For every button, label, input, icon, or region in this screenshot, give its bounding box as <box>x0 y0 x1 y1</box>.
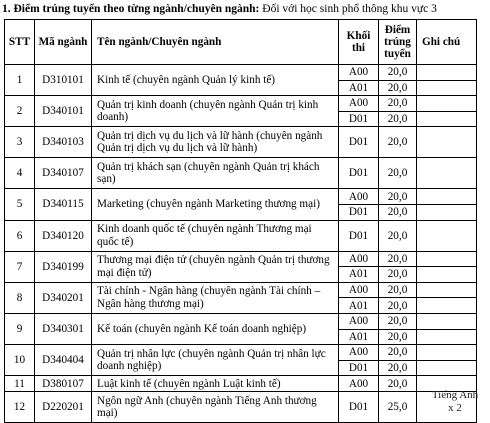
cell-block: A00 <box>339 96 379 112</box>
table-row <box>5 345 477 361</box>
cell-code: D340115 <box>35 189 92 220</box>
cell-block: A00 <box>339 251 379 267</box>
cell-block: D01 <box>339 127 379 158</box>
cell-name: Quản trị kinh doanh (chuyên ngành Quản trị kinh doanh) <box>92 96 339 127</box>
cell-block: A01 <box>339 267 379 283</box>
cell-block: A01 <box>339 80 379 96</box>
cell-stt: 10 <box>5 345 35 376</box>
cell-score: 20,0 <box>379 313 417 329</box>
table-row <box>5 282 477 298</box>
table-row <box>5 127 477 158</box>
header-score: Điểm trúng tuyển <box>379 20 417 65</box>
cell-score: 20,0 <box>379 65 417 81</box>
cell-score: 20,0 <box>379 220 417 251</box>
cell-note <box>417 127 477 158</box>
cell-name: Ngôn ngữ Anh (chuyên ngành Tiếng Anh thương mại) <box>92 392 339 423</box>
cell-block: A00 <box>339 376 379 392</box>
cell-block: A00 <box>339 189 379 205</box>
header-name: Tên ngành/Chuyên ngành <box>92 20 339 65</box>
cell-stt: 2 <box>5 96 35 127</box>
cell-note <box>417 158 477 189</box>
footnote-line1: Tiếng Anh <box>431 389 479 401</box>
cell-block: D01 <box>339 360 379 376</box>
cell-note <box>417 282 477 298</box>
cell-score: 20,0 <box>379 158 417 189</box>
footnote-line2: x 2 <box>448 402 462 414</box>
cell-name: Quản trị nhân lực (chuyên ngành Quản trị nhân lực doanh nghiệp) <box>92 345 339 376</box>
cell-score: 20,0 <box>379 80 417 96</box>
cell-block: D01 <box>339 220 379 251</box>
cell-score: 20,0 <box>379 360 417 376</box>
cell-name: Kế toán (chuyên ngành Kế toán doanh nghiệp) <box>92 313 339 344</box>
cell-score: 20,0 <box>379 251 417 267</box>
table-row <box>5 158 477 189</box>
section-heading <box>2 0 437 18</box>
cell-score: 20,0 <box>379 345 417 361</box>
cell-score: 20,0 <box>379 127 417 158</box>
cell-score: 20,0 <box>379 376 417 392</box>
cell-code: D340199 <box>35 251 92 282</box>
table-row <box>5 189 477 205</box>
cell-score: 20,0 <box>379 267 417 283</box>
cell-note <box>417 329 477 345</box>
cell-score: 20,0 <box>379 298 417 314</box>
table-row <box>5 65 477 81</box>
cell-note <box>417 65 477 81</box>
table-row <box>5 251 477 267</box>
cell-block: D01 <box>339 204 379 220</box>
cell-name: Marketing (chuyên ngành Marketing thương mại) <box>92 189 339 220</box>
cell-code: D340201 <box>35 282 92 313</box>
header-note: Ghi chú <box>417 20 477 65</box>
cell-score: 20,0 <box>379 204 417 220</box>
cell-stt: 11 <box>5 376 35 392</box>
cell-score: 20,0 <box>379 282 417 298</box>
score-footnote <box>420 389 490 415</box>
cell-block: A00 <box>339 345 379 361</box>
cell-code: D220201 <box>35 392 92 423</box>
cell-note <box>417 345 477 361</box>
table-row <box>5 376 477 392</box>
cell-block: A00 <box>339 313 379 329</box>
cell-code: D340107 <box>35 158 92 189</box>
cell-name: Tài chính - Ngân hàng (chuyên ngành Tài chính – Ngân hàng thương mại) <box>92 282 339 313</box>
header-code: Mã ngành <box>35 20 92 65</box>
section-heading-normal: Đối với học sinh phổ thông khu vực 3 <box>259 3 437 15</box>
table-row <box>5 220 477 251</box>
cell-note <box>417 313 477 329</box>
table-header <box>5 20 477 65</box>
cell-score: 20,0 <box>379 329 417 345</box>
admission-score-table <box>4 19 477 423</box>
cell-name: Luật kinh tế (chuyên ngành Luật kinh tế) <box>92 376 339 392</box>
cell-note <box>417 220 477 251</box>
cell-stt: 12 <box>5 392 35 423</box>
cell-stt: 7 <box>5 251 35 282</box>
table-row <box>5 96 477 112</box>
table-body <box>5 65 477 423</box>
cell-code: D310101 <box>35 65 92 96</box>
cell-code: D340101 <box>35 96 92 127</box>
cell-stt: 8 <box>5 282 35 313</box>
cell-block: D01 <box>339 392 379 423</box>
cell-note <box>417 80 477 96</box>
cell-note <box>417 96 477 112</box>
cell-note <box>417 111 477 127</box>
cell-block: A01 <box>339 298 379 314</box>
cell-block: D01 <box>339 111 379 127</box>
header-stt: STT <box>5 20 35 65</box>
header-block: Khối thi <box>339 20 379 65</box>
cell-score: 25,0 <box>379 392 417 423</box>
cell-stt: 4 <box>5 158 35 189</box>
table-row <box>5 392 477 423</box>
cell-name: Quản trị dịch vụ du lịch và lữ hành (chuyên ngành Quản trị dịch vụ du lịch và lữ hành) <box>92 127 339 158</box>
cell-code: D340301 <box>35 313 92 344</box>
cell-note <box>417 189 477 205</box>
cell-name: Thương mại điện tử (chuyên ngành Quản trị thương mại điện tử) <box>92 251 339 282</box>
cell-stt: 1 <box>5 65 35 96</box>
cell-block: A00 <box>339 282 379 298</box>
cell-note <box>417 360 477 376</box>
cell-note <box>417 298 477 314</box>
cell-stt: 5 <box>5 189 35 220</box>
cell-name: Kinh doanh quốc tế (chuyên ngành Thương mại quốc tế) <box>92 220 339 251</box>
table-row <box>5 313 477 329</box>
cell-name: Kinh tế (chuyên ngành Quản lý kinh tế) <box>92 65 339 96</box>
cell-note <box>417 251 477 267</box>
cell-name: Quản trị khách sạn (chuyên ngành Quản trị khách sạn) <box>92 158 339 189</box>
cell-stt: 6 <box>5 220 35 251</box>
cell-score: 20,0 <box>379 96 417 112</box>
cell-note <box>417 267 477 283</box>
cell-block: D01 <box>339 158 379 189</box>
cell-code: D340103 <box>35 127 92 158</box>
cell-score: 20,0 <box>379 111 417 127</box>
cell-code: D340120 <box>35 220 92 251</box>
cell-note <box>417 204 477 220</box>
cell-block: A00 <box>339 65 379 81</box>
section-heading-bold: 1. Điểm trúng tuyển theo từng ngành/chuyên ngành: <box>2 3 260 15</box>
cell-score: 20,0 <box>379 189 417 205</box>
cell-code: D340404 <box>35 345 92 376</box>
cell-block: A01 <box>339 329 379 345</box>
cell-stt: 9 <box>5 313 35 344</box>
cell-stt: 3 <box>5 127 35 158</box>
cell-code: D380107 <box>35 376 92 392</box>
